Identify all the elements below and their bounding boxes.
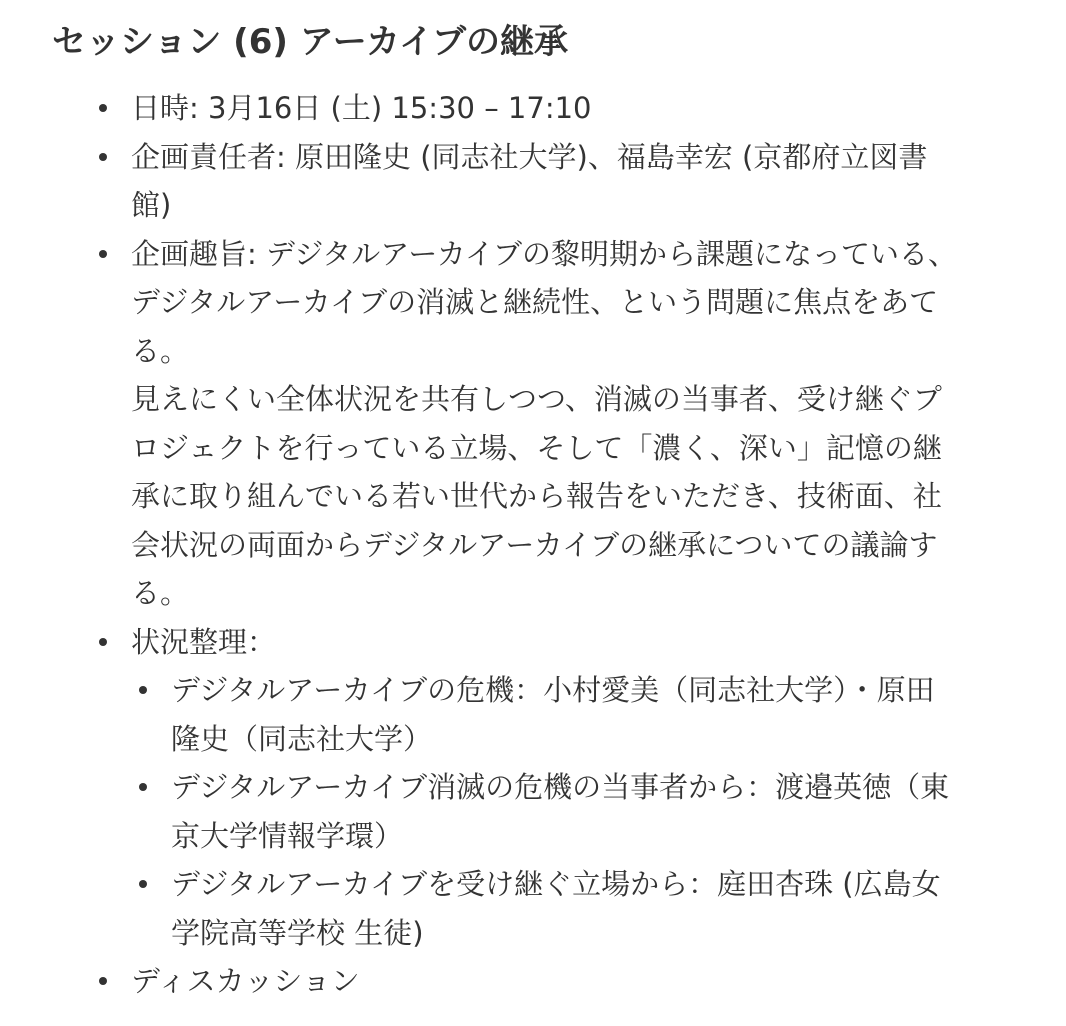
sub-list-item: デジタルアーカイブを受け継ぐ立場から：庭田杏珠 (広島女学院高等学校 生徒) (171, 860, 961, 957)
purpose-paragraph-2: 見えにくい全体状況を共有しつつ、消滅の当事者、受け継ぐプロジェクトを行っている立場、そして「濃く、深い」記憶の継承に取り組んでいる若い世代から報告をいただき、技術面、社会状況の両面からデジタルアーカイブの継承についての議論する。 (131, 382, 942, 610)
situation-sub-list (131, 666, 961, 957)
sub-list-item: デジタルアーカイブの危機：小村愛美（同志社大学）・原田隆史（同志社大学） (171, 666, 961, 763)
purpose-paragraph-1: 企画趣旨: デジタルアーカイブの黎明期から課題になっている、デジタルアーカイブの消滅と継続性、という問題に焦点をあてる。 (131, 236, 958, 368)
situation-label: 状況整理： (131, 624, 277, 659)
list-item-datetime: 日時: 3月16日 (土) 15:30 – 17:10 (131, 84, 961, 133)
sub-list-item: デジタルアーカイブ消滅の危機の当事者から：渡邉英徳（東京大学情報学環） (171, 763, 961, 860)
session-title: セッション (6) アーカイブの継承 (52, 22, 568, 62)
list-item-situation (131, 618, 961, 958)
list-item-discussion: ディスカッション (131, 957, 961, 1006)
list-item-purpose (131, 230, 961, 618)
session-details-list (52, 84, 961, 1006)
list-item-organizers: 企画責任者: 原田隆史 (同志社大学)、福島幸宏 (京都府立図書館) (131, 133, 961, 230)
